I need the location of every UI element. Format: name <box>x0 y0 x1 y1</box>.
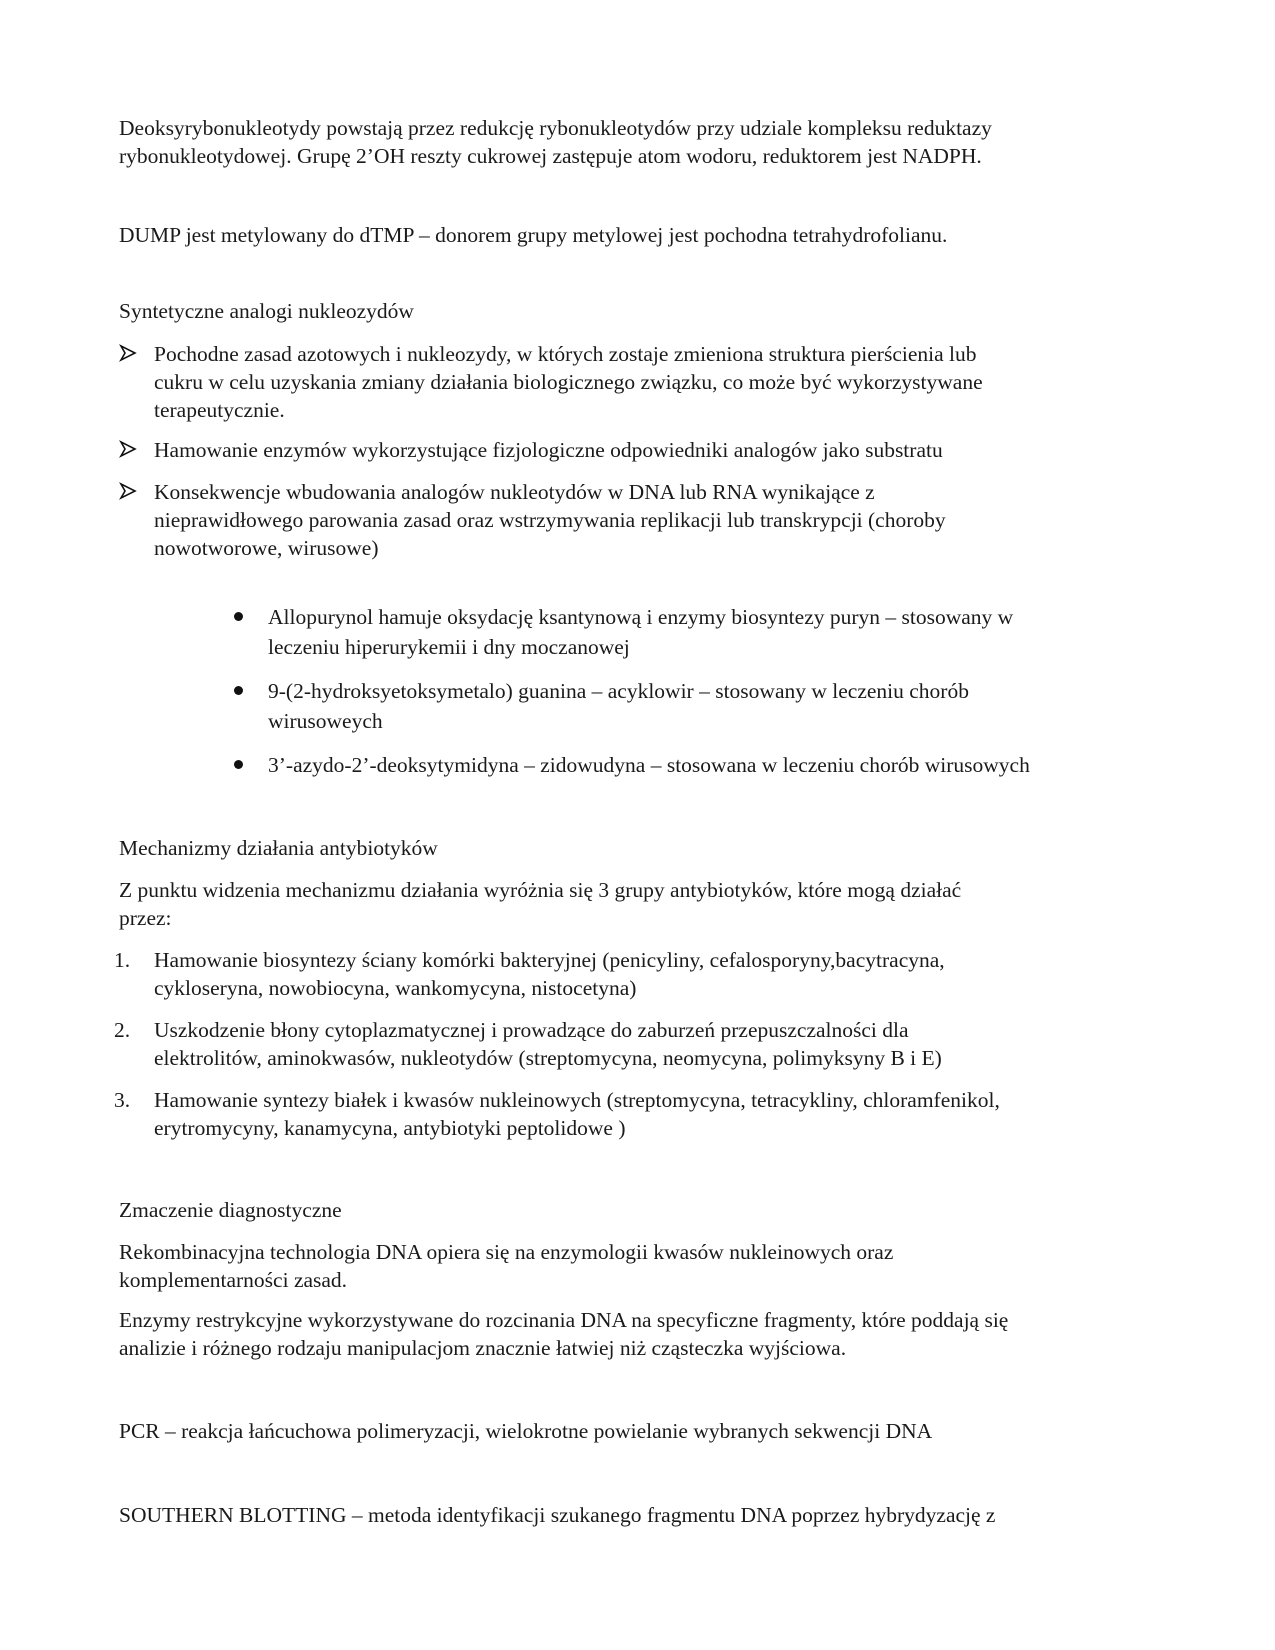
bullet-dot-icon <box>234 760 243 769</box>
arrow-bullet-icon <box>119 440 137 458</box>
paragraph-antibiotics-intro <box>119 876 1159 932</box>
text-line: Rekombinacyjna technologia DNA opiera się na enzymologii kwasów nukleinowych oraz <box>119 1240 894 1264</box>
paragraph-deoxyribonucleotides <box>119 114 1159 170</box>
paragraph-pcr <box>119 1417 1159 1445</box>
text-line: PCR – reakcja łańcuchowa polimeryzacji, wielokrotne powielanie wybranych sekwencji DNA <box>119 1419 933 1443</box>
paragraph-restriction-enzymes <box>119 1306 1159 1362</box>
text-line: leczeniu hiperurykemii i dny moczanowej <box>268 635 630 659</box>
list-number: 3. <box>114 1088 131 1112</box>
text-line: nowotworowe, wirusowe) <box>154 536 379 560</box>
arrow-bullet-icon <box>119 344 137 362</box>
heading-antibiotic-mechanisms: Mechanizmy działania antybiotyków <box>119 836 438 860</box>
text-line: cukru w celu uzyskania zmiany działania biologicznego związku, co może być wykorzystywane <box>154 370 983 394</box>
text-line: 9-(2-hydroksyetoksymetalo) guanina – acyklowir – stosowany w leczeniu chorób <box>268 679 969 703</box>
text-line: komplementarności zasad. <box>119 1268 348 1292</box>
text-line: Z punktu widzenia mechanizmu działania wyróżnia się 3 grupy antybiotyków, które mogą działać <box>119 878 962 902</box>
list-number: 1. <box>114 948 131 972</box>
text-line: Allopurynol hamuje oksydację ksantynową i enzymy biosyntezy puryn – stosowany w <box>268 605 1014 629</box>
paragraph-southern-blotting <box>119 1501 1159 1529</box>
text-line: terapeutycznie. <box>154 398 285 422</box>
text-line: rybonukleotydowej. Grupę 2’OH reszty cukrowej zastępuje atom wodoru, reduktorem jest NADPH. <box>119 144 982 168</box>
text-line: Hamowanie syntezy białek i kwasów nukleinowych (streptomycyna, tetracykliny, chloramfenikol, <box>154 1088 1000 1112</box>
text-line: Hamowanie enzymów wykorzystujące fizjologiczne odpowiedniki analogów jako substratu <box>154 438 943 462</box>
text-line: wirusoweych <box>268 709 383 733</box>
text-line: Pochodne zasad azotowych i nukleozydy, w których zostaje zmieniona struktura pierścienia lub <box>154 342 977 366</box>
arrow-bullet-icon <box>119 482 137 500</box>
list-number: 2. <box>114 1018 131 1042</box>
text-line: przez: <box>119 906 172 930</box>
text-line: Hamowanie biosyntezy ściany komórki bakteryjnej (penicyliny, cefalosporyny,bacytracyna, <box>154 948 945 972</box>
text-line: analizie i różnego rodzaju manipulacjom znacznie łatwiej niż cząsteczka wyjściowa. <box>119 1336 847 1360</box>
text-line: erytromycyny, kanamycyna, antybiotyki peptolidowe ) <box>154 1116 626 1140</box>
paragraph-recombinant-dna <box>119 1238 1159 1294</box>
text-line: Konsekwencje wbudowania analogów nukleotydów w DNA lub RNA wynikające z <box>154 480 875 504</box>
text-line: Deoksyrybonukleotydy powstają przez redukcję rybonukleotydów przy udziale kompleksu reduktazy <box>119 116 992 140</box>
text-line: cykloseryna, nowobiocyna, wankomycyna, nistocetyna) <box>154 976 637 1000</box>
heading-nucleoside-analogs: Syntetyczne analogi nukleozydów <box>119 299 414 323</box>
bullet-dot-icon <box>234 612 243 621</box>
text-line: Uszkodzenie błony cytoplazmatycznej i prowadzące do zaburzeń przepuszczalności dla <box>154 1018 909 1042</box>
text-line: DUMP jest metylowany do dTMP – donorem grupy metylowej jest pochodna tetrahydrofolianu. <box>119 223 948 247</box>
heading-diagnostic-significance: Zmaczenie diagnostyczne <box>119 1198 342 1222</box>
text-line: elektrolitów, aminokwasów, nukleotydów (streptomycyna, neomycyna, polimyksyny B i E) <box>154 1046 942 1070</box>
text-line: SOUTHERN BLOTTING – metoda identyfikacji szukanego fragmentu DNA poprzez hybrydyzację z <box>119 1503 996 1527</box>
text-line: 3’-azydo-2’-deoksytymidyna – zidowudyna – stosowana w leczeniu chorób wirusowych <box>268 753 1030 777</box>
bullet-dot-icon <box>234 686 243 695</box>
text-line: Enzymy restrykcyjne wykorzystywane do rozcinania DNA na specyficzne fragmenty, które poddają się <box>119 1308 1009 1332</box>
text-line: nieprawidłowego parowania zasad oraz wstrzymywania replikacji lub transkrypcji (choroby <box>154 508 946 532</box>
paragraph-dump <box>119 221 1159 249</box>
